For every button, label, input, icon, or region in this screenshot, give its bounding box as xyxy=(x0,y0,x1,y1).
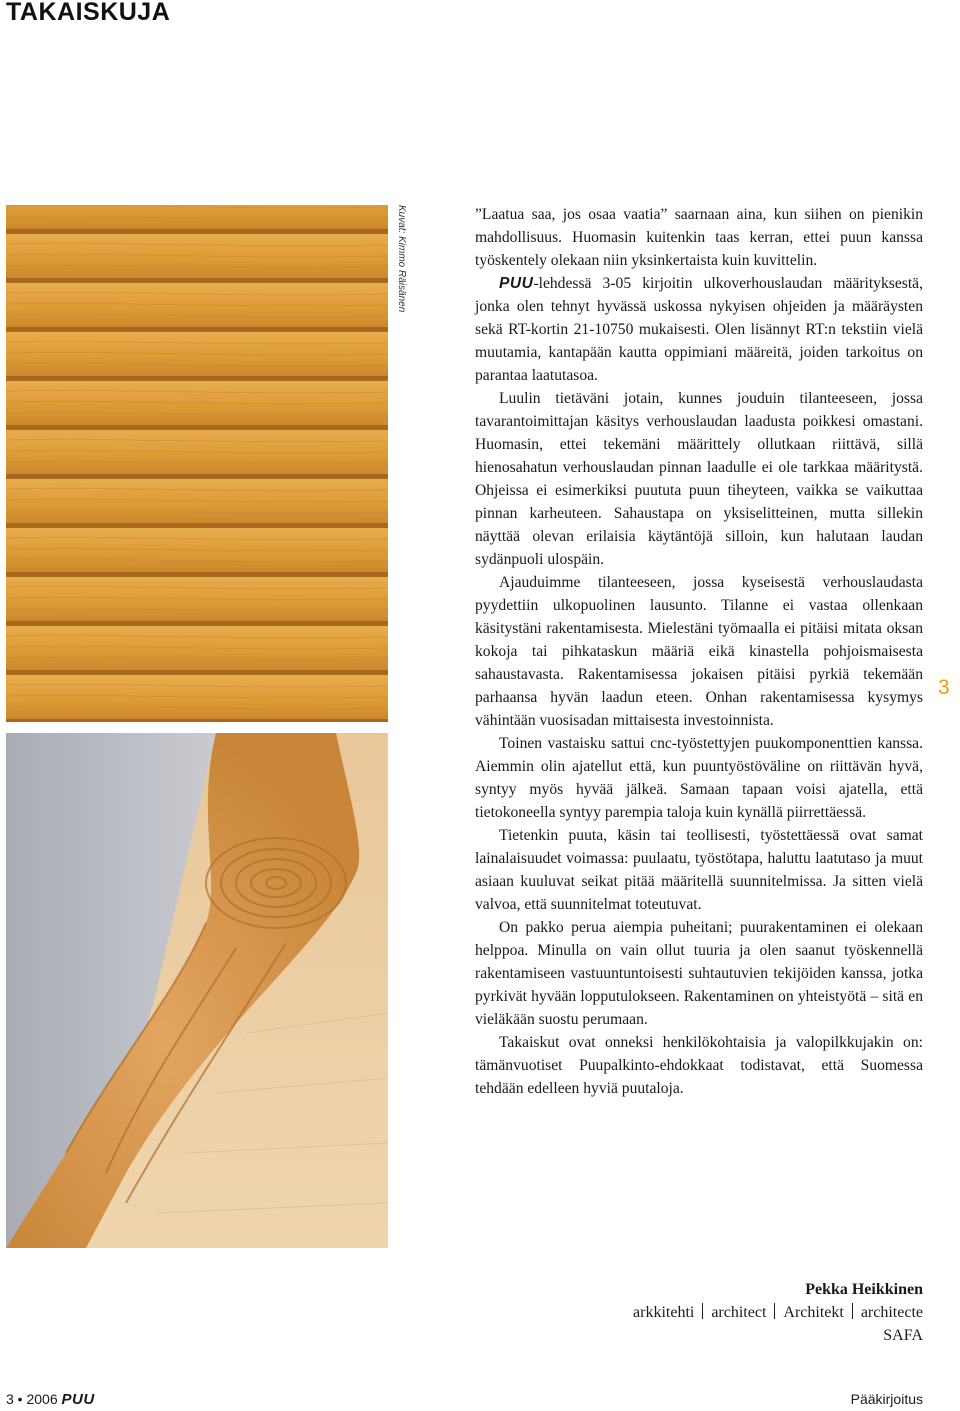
board-shadow xyxy=(6,278,388,283)
board-shadow xyxy=(6,719,388,722)
siding-board xyxy=(6,430,388,477)
author-org: SAFA xyxy=(883,1327,923,1344)
paragraph: Toinen vastaisku sattui cnc-työstettyjen puukomponenttien kanssa. Aiemmin olin ajatellut että, kun puuntyöstöväline on riittävän hyvä, syntyy myös hyvää jälkeä. Samaan tapaan voisi ajatella, että tietokoneella syntyy parempia taloja kuin kynällä piirrettäessä. xyxy=(475,735,923,821)
paragraph xyxy=(475,272,923,387)
board-shadow xyxy=(6,474,388,479)
title-separator xyxy=(852,1303,853,1319)
footer-issue xyxy=(6,1391,95,1408)
board-shadow xyxy=(6,229,388,234)
curved-beam-photo xyxy=(6,733,388,1248)
paragraph: ”Laatua saa, jos osaa vaatia” saarnaan aina, kun siihen on pienikin mahdollisuus. Huomasin kuitenkin taas kerran, ettei puun kanssa työskentely olekaan niin yksinkertaista kuin kuvittelin. xyxy=(475,206,923,269)
brand-name: PUU xyxy=(499,275,534,292)
title-separator xyxy=(774,1303,775,1319)
board-shadow xyxy=(6,621,388,626)
author-titles xyxy=(633,1301,923,1324)
siding-board xyxy=(6,626,388,673)
siding-board xyxy=(6,479,388,526)
siding-board xyxy=(6,577,388,624)
signature xyxy=(633,1278,923,1347)
author-title: Architekt xyxy=(783,1304,844,1321)
siding-board xyxy=(6,283,388,330)
paragraph: On pakko perua aiempia puheitani; puurakentaminen ei olekaan helppoa. Minulla on vain ollut tuuria ja olen saanut työskennellä rakentamiseen vastuuntuntoisesti suhtautuvien tekijöiden kanssa, jotka pyrkivät hyvään lopputulokseen. Rakentaminen on yhteistyötä – sitä en vieläkään suostu perumaan. xyxy=(475,919,923,1028)
title-separator xyxy=(702,1303,703,1319)
photo-credit: Kuvat: Kimmo Räisänen xyxy=(396,205,407,313)
paragraph: Ajauduimme tilanteeseen, jossa kyseisestä verhouslaudasta pyydettiin ulkopuolinen lausunto. Tilanne ei vastaa ollenkaan käsitystäni rakentamisesta. Mielestäni työmaalla ei pitäisi mitata oksan kokoja tai pihkataskun määriä eikä kinastella pohjoismaisesta sahaustavasta. Rakentamisessa jokaisen pitäisi pyrkiä tekemään parhaansa hyvän laadun eteen. Onhan rakentamisessa kysymys vähintään vuosisadan mittaisesta investoinnista. xyxy=(475,574,923,729)
section-title: TAKAISKUJA xyxy=(6,0,171,26)
board-shadow xyxy=(6,327,388,332)
author-title: architect xyxy=(711,1304,767,1321)
author-title: architecte xyxy=(860,1304,923,1321)
board-shadow xyxy=(6,670,388,675)
siding-board xyxy=(6,675,388,722)
footer-section: Pääkirjoitus xyxy=(850,1391,923,1407)
board-shadow xyxy=(6,425,388,430)
paragraph: Takaiskut ovat onneksi henkilökohtaisia ja valopilkkujakin on: tämänvuotiset Puupalkinto-ehdokkaat todistavat, että Suomessa tehdään edelleen hyviä puutaloja. xyxy=(475,1034,923,1097)
board-shadow xyxy=(6,376,388,381)
board-shadow xyxy=(6,572,388,577)
siding-board xyxy=(6,234,388,281)
siding-board xyxy=(6,332,388,379)
editorial-text xyxy=(475,203,923,1100)
wood-siding-photo xyxy=(6,205,388,722)
paragraph: Luulin tietäväni jotain, kunnes jouduin tilanteeseen, jossa tavarantoimittajan käsitys verhouslaudan laadusta poikkesi omastani. Huomasin, ettei tekemäni määrittely ollutkaan riittävä, sillä hienosahatun verhouslaudan pinnan laadulle ei ole tarkkaa määritystä. Ohjeissa ei esimerkiksi puututa puun tiheyteen, vaikka se vaikuttaa pinnan karheuteen. Sahaustapa on yksiselitteinen, mutta sillekin näyttää olevan erilaisia käytäntöjä silloin, kun halutaan laudan sydänpuoli ulospäin. xyxy=(475,390,923,568)
siding-board xyxy=(6,528,388,575)
paragraph-text: -lehdessä 3-05 kirjoitin ulkoverhouslaudan määrityksestä, jonka olen tehnyt hyvässä uskossa nykyisen ohjeiden ja määräysten sekä RT-kortin 21-10750 mukaisesti. Olen lisännyt RT:n tekstiin vielä muutamia, kantapään kautta oppimiani määreitä, joiden tarkoitus on parantaa laatutasoa. xyxy=(475,275,923,384)
siding-board xyxy=(6,381,388,428)
side-page-number: 3 xyxy=(938,676,950,699)
paragraph: Tietenkin puuta, käsin tai teollisesti, työstettäessä ovat samat lainalaisuudet voimassa: puulaatu, työstötapa, haluttu laatutaso ja muut asiaan kuuluvat seikat pitää määritellä suunnitelmissa. Ja sitten vielä valvoa, että suunnitelmat toteutuvat. xyxy=(475,827,923,913)
footer-brand: PUU xyxy=(61,1391,95,1408)
author-title: arkkitehti xyxy=(633,1304,695,1321)
issue-number: 3 • 2006 xyxy=(6,1391,58,1407)
author-name: Pekka Heikkinen xyxy=(805,1281,923,1298)
board-shadow xyxy=(6,523,388,528)
